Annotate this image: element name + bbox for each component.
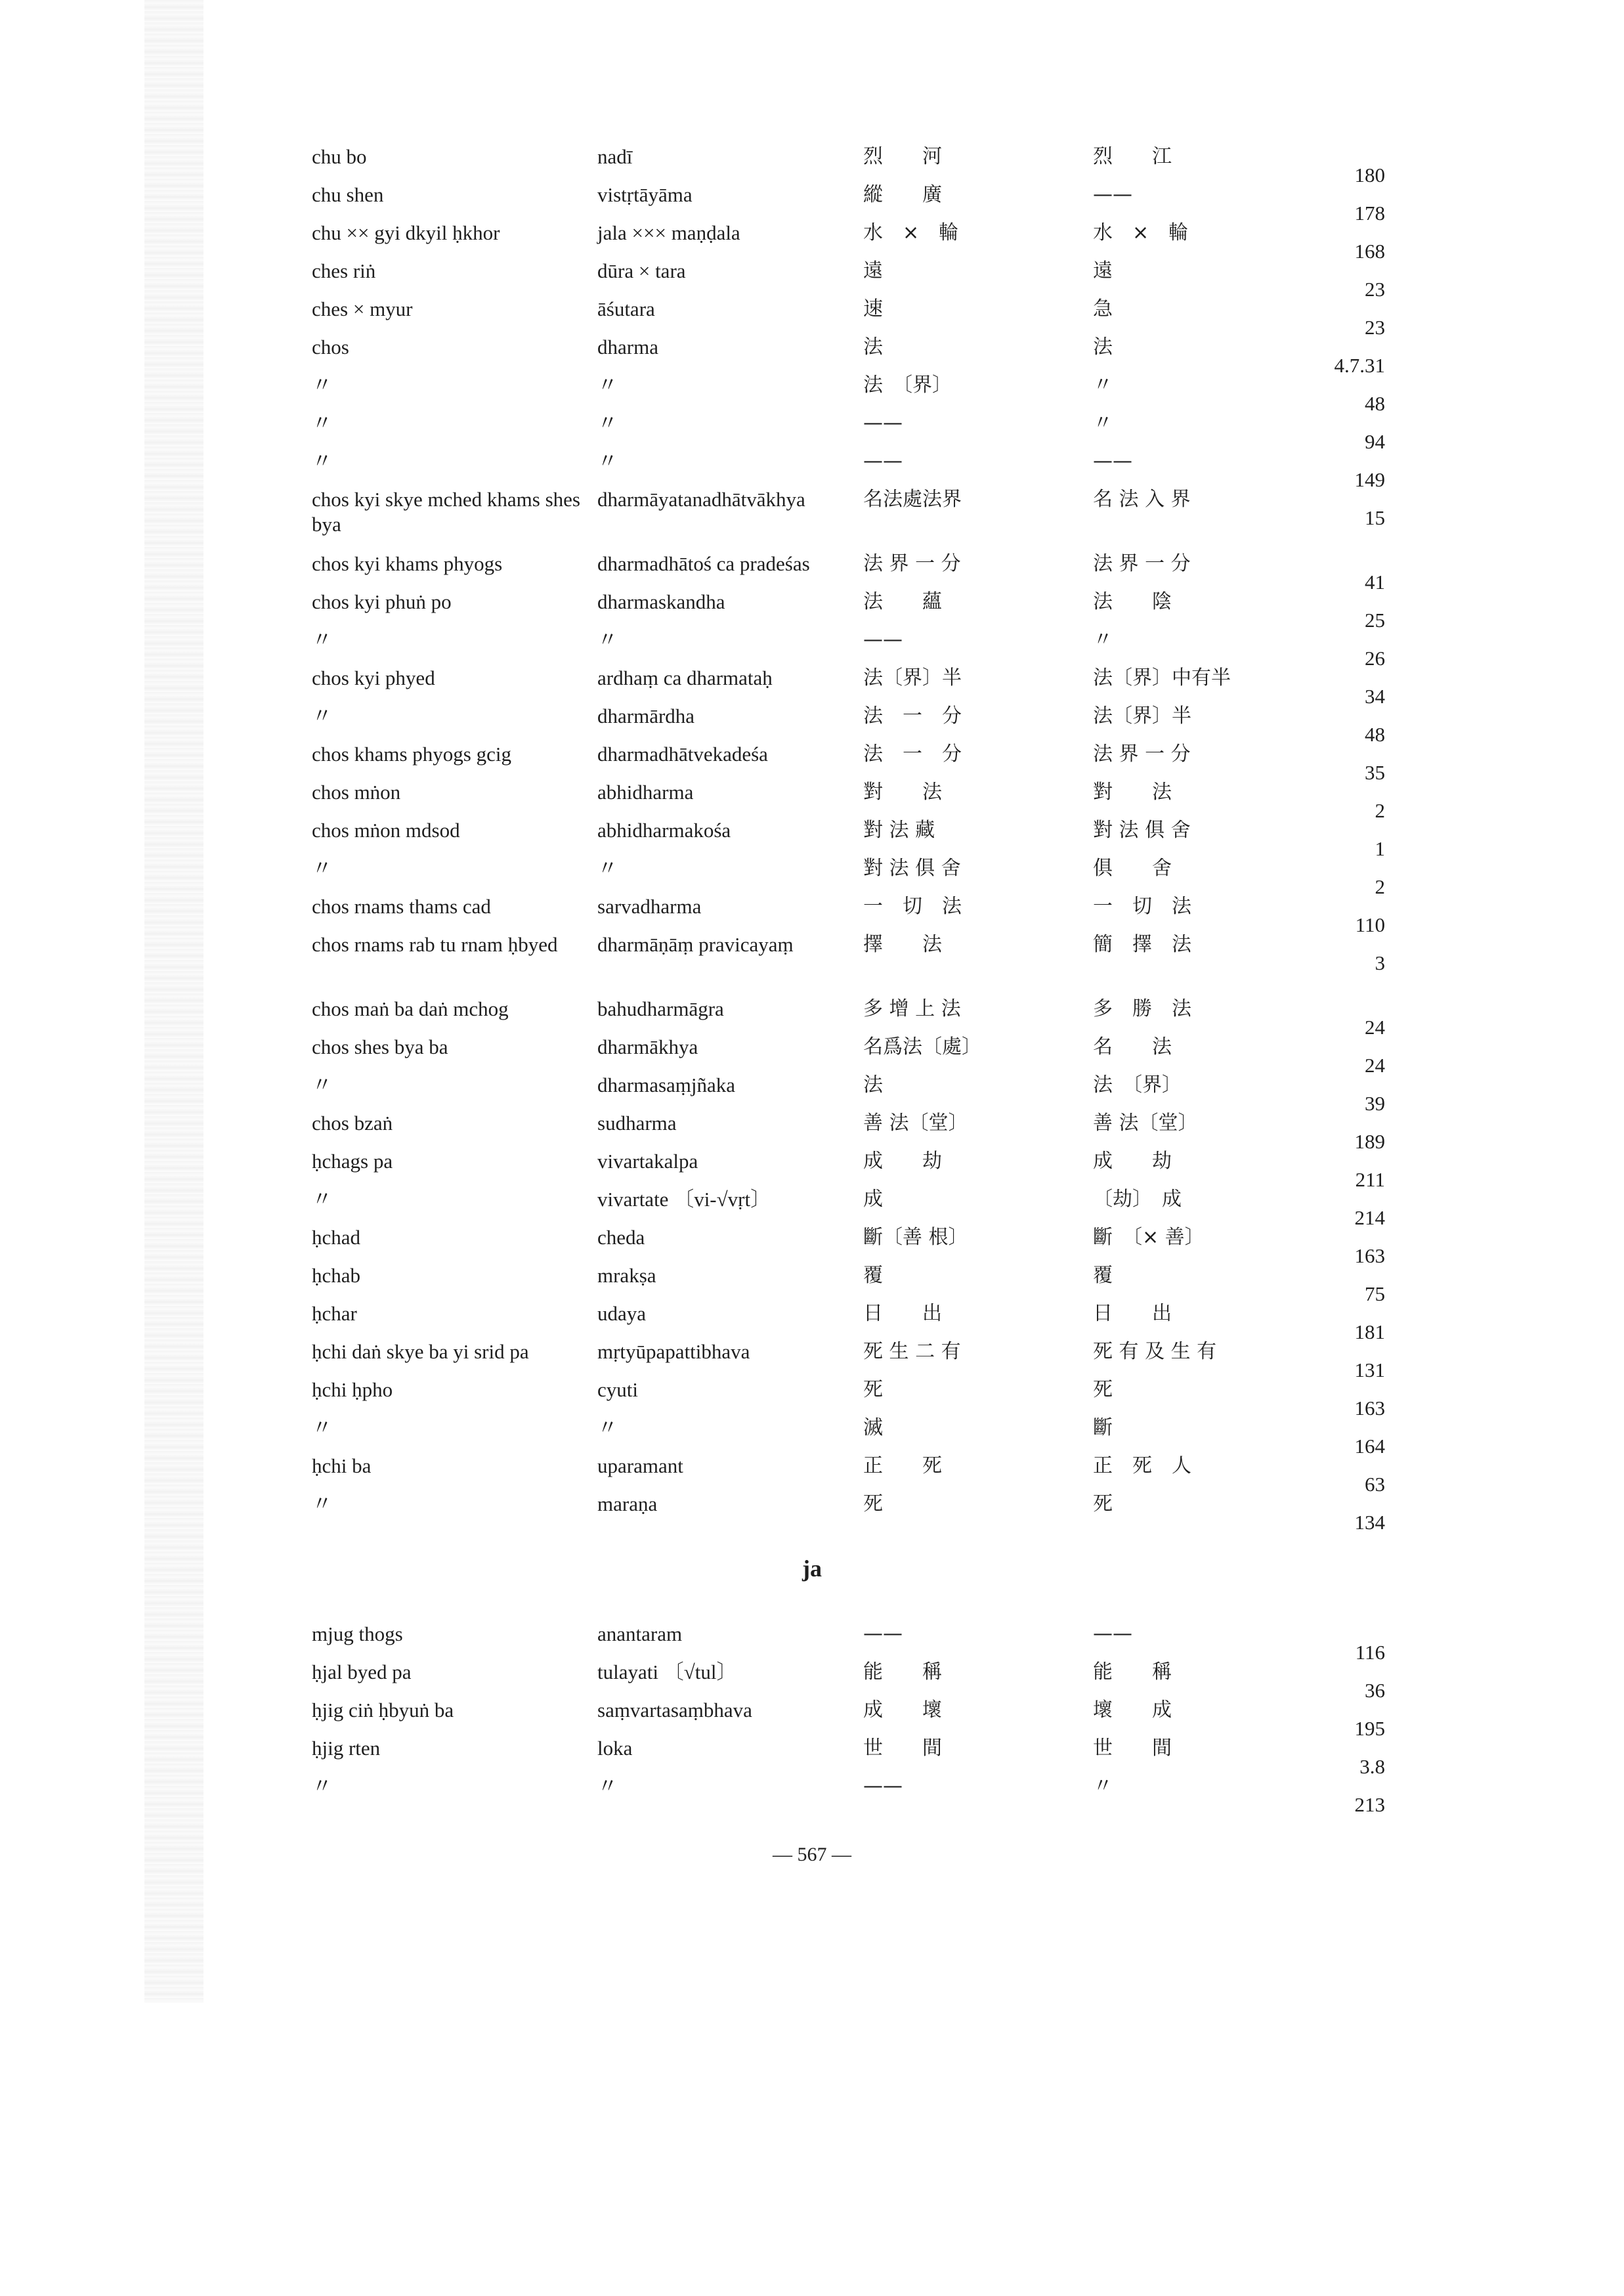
chinese-translation-2: —— xyxy=(1093,183,1132,206)
chinese-translation-1: 成 劫 xyxy=(863,1150,942,1173)
page-reference: 34 xyxy=(1365,685,1385,708)
tibetan-term: chu bo xyxy=(312,145,367,168)
tibetan-term: chos kyi khams phyogs xyxy=(312,552,503,575)
chinese-translation-2: 烈 江 xyxy=(1093,145,1172,168)
chinese-translation-2: 〃 xyxy=(1093,412,1113,435)
sanskrit-term: saṃvartasaṃbhava xyxy=(597,1699,752,1722)
page-reference: 94 xyxy=(1365,430,1385,453)
dictionary-entry xyxy=(0,586,1624,632)
chinese-translation-2: 斷 xyxy=(1093,1416,1113,1439)
tibetan-term: 〃 xyxy=(312,1188,332,1211)
chinese-translation-1: 法 〔界〕 xyxy=(863,374,952,397)
tibetan-term: ḥchab xyxy=(312,1264,361,1287)
tibetan-term: 〃 xyxy=(312,1416,332,1439)
page-reference: 15 xyxy=(1365,506,1385,529)
tibetan-term: 〃 xyxy=(312,412,332,435)
dictionary-entry xyxy=(0,217,1624,263)
page-reference: 48 xyxy=(1365,723,1385,746)
page-reference: 1 xyxy=(1375,837,1385,860)
tibetan-term: ḥchad xyxy=(312,1226,361,1249)
dictionary-entry xyxy=(0,1694,1624,1740)
dictionary-entry xyxy=(0,1732,1624,1778)
page-reference: 163 xyxy=(1354,1244,1385,1267)
page-reference: 214 xyxy=(1354,1206,1385,1229)
chinese-translation-1: 法 xyxy=(863,1073,883,1096)
page-reference: 36 xyxy=(1365,1679,1385,1702)
dictionary-entry xyxy=(0,483,1624,548)
tibetan-term: chos bzaṅ xyxy=(312,1112,393,1135)
chinese-translation-2: 法 界 一 分 xyxy=(1093,743,1191,766)
tibetan-term: ḥchi ba xyxy=(312,1454,372,1477)
dictionary-entry xyxy=(0,1618,1624,1664)
chinese-translation-2: 斷 〔× 善〕 xyxy=(1093,1226,1205,1249)
tibetan-term: chos rnams rab tu rnam ḥbyed xyxy=(312,933,558,956)
chinese-translation-1: —— xyxy=(863,450,903,473)
chinese-translation-1: 擇 法 xyxy=(863,933,942,956)
tibetan-term: chos mṅon mdsod xyxy=(312,819,460,842)
dictionary-entry xyxy=(0,890,1624,936)
chinese-translation-1: —— xyxy=(863,412,903,435)
chinese-translation-1: 烈 河 xyxy=(863,145,942,168)
chinese-translation-2: 多 勝 法 xyxy=(1093,997,1191,1020)
page-reference: 3 xyxy=(1375,951,1385,974)
sanskrit-term: maraṇa xyxy=(597,1492,658,1515)
page-reference: 180 xyxy=(1354,163,1385,186)
tibetan-term: 〃 xyxy=(312,1073,332,1096)
sanskrit-term: dharmadhātoś ca pradeśas xyxy=(597,552,810,575)
page-reference: 110 xyxy=(1355,913,1385,936)
chinese-translation-1: 一 切 法 xyxy=(863,895,962,918)
sanskrit-term: dharmadhātvekadeśa xyxy=(597,743,768,766)
dictionary-entry xyxy=(0,1450,1624,1496)
dictionary-entry xyxy=(0,1221,1624,1267)
tibetan-term: 〃 xyxy=(312,1492,332,1515)
chinese-translation-1: 遠 xyxy=(863,259,883,282)
chinese-translation-1: 速 xyxy=(863,297,883,320)
chinese-translation-1: 法〔界〕半 xyxy=(863,666,962,689)
chinese-translation-1: 法 一 分 xyxy=(863,704,962,727)
sanskrit-term: dharmasaṃjñaka xyxy=(597,1073,736,1096)
chinese-translation-2: 日 出 xyxy=(1093,1302,1172,1325)
tibetan-term: chu shen xyxy=(312,183,384,206)
sanskrit-term: vivartakalpa xyxy=(597,1150,698,1173)
chinese-translation-1: 名爲法〔處〕 xyxy=(863,1035,981,1058)
dictionary-entry xyxy=(0,852,1624,898)
chinese-translation-2: 善 法〔堂〕 xyxy=(1093,1112,1198,1135)
sanskrit-term: sarvadharma xyxy=(597,895,702,918)
sanskrit-term: 〃 xyxy=(597,857,618,880)
dictionary-entry xyxy=(0,662,1624,708)
chinese-translation-1: 法 一 分 xyxy=(863,743,962,766)
dictionary-entry xyxy=(0,1031,1624,1077)
chinese-translation-2: 俱 舍 xyxy=(1093,857,1172,880)
chinese-translation-2: 死 有 及 生 有 xyxy=(1093,1340,1217,1363)
sanskrit-term: mṛtyūpapattibhava xyxy=(597,1340,750,1363)
chinese-translation-1: 對 法 俱 舍 xyxy=(863,857,961,880)
chinese-translation-1: 對 法 藏 xyxy=(863,819,935,842)
tibetan-term: chos rnams thams cad xyxy=(312,895,491,918)
entries-ja xyxy=(0,1618,1624,1816)
chinese-translation-1: 正 死 xyxy=(863,1454,942,1477)
dictionary-entry xyxy=(0,407,1624,453)
sanskrit-term: 〃 xyxy=(597,628,618,651)
dictionary-entry xyxy=(0,1412,1624,1458)
page-reference: 4.7.31 xyxy=(1334,354,1385,377)
sanskrit-term: 〃 xyxy=(597,450,618,473)
page-reference: 168 xyxy=(1354,240,1385,263)
chinese-translation-2: 〔劫〕 成 xyxy=(1093,1188,1182,1211)
dictionary-entry xyxy=(0,1069,1624,1115)
dictionary-entry xyxy=(0,928,1624,993)
chinese-translation-2: 世 間 xyxy=(1093,1737,1172,1760)
tibetan-term: ches riṅ xyxy=(312,259,376,282)
chinese-translation-2: 〃 xyxy=(1093,1775,1113,1798)
dictionary-entry xyxy=(0,445,1624,491)
sanskrit-term: udaya xyxy=(597,1302,647,1325)
dictionary-entry xyxy=(0,1374,1624,1419)
dictionary-entry xyxy=(0,1656,1624,1702)
page-reference: 63 xyxy=(1365,1473,1385,1496)
sanskrit-term: dharma xyxy=(597,336,658,358)
tibetan-term: chos kyi phuṅ po xyxy=(312,590,452,613)
tibetan-term: chos kyi phyed xyxy=(312,666,435,689)
sanskrit-term: vivartate 〔vi-√vṛt〕 xyxy=(597,1188,771,1211)
tibetan-term: chos kyi skye mched khams shes bya xyxy=(312,488,580,536)
chinese-translation-2: 急 xyxy=(1093,297,1113,320)
sanskrit-term: mrakṣa xyxy=(597,1264,656,1287)
section-heading-text: ja xyxy=(802,1555,822,1582)
tibetan-term: chos xyxy=(312,336,349,358)
entry-list xyxy=(0,141,1624,1816)
chinese-translation-1: 死 xyxy=(863,1378,883,1401)
tibetan-term: ḥchags pa xyxy=(312,1150,393,1173)
dictionary-entry xyxy=(0,1770,1624,1816)
page-reference: 24 xyxy=(1365,1016,1385,1039)
page-reference: 24 xyxy=(1365,1054,1385,1077)
dictionary-entry xyxy=(0,624,1624,670)
page-reference: 2 xyxy=(1375,799,1385,822)
page-reference: 149 xyxy=(1354,468,1385,491)
dictionary-entry xyxy=(0,1297,1624,1343)
tibetan-term: 〃 xyxy=(312,374,332,397)
dictionary-entry xyxy=(0,141,1624,186)
chinese-translation-1: 多 增 上 法 xyxy=(863,997,961,1020)
dictionary-entry xyxy=(0,1259,1624,1305)
sanskrit-term: abhidharmakośa xyxy=(597,819,731,842)
chinese-translation-1: —— xyxy=(863,1775,903,1798)
page-reference: 164 xyxy=(1354,1435,1385,1458)
chinese-translation-1: 成 xyxy=(863,1188,883,1211)
page-reference: 189 xyxy=(1354,1130,1385,1153)
sanskrit-term: vistṛtāyāma xyxy=(597,183,693,206)
sanskrit-term: uparamant xyxy=(597,1454,683,1477)
sanskrit-term: 〃 xyxy=(597,374,618,397)
chinese-translation-1: 覆 xyxy=(863,1264,883,1287)
sanskrit-term: dharmāyatanadhātvākhya xyxy=(597,488,805,511)
chinese-translation-1: —— xyxy=(863,1622,903,1645)
chinese-translation-2: —— xyxy=(1093,1622,1132,1645)
page-reference: 35 xyxy=(1365,761,1385,784)
tibetan-term: ḥchi ḥpho xyxy=(312,1378,393,1401)
tibetan-term: 〃 xyxy=(312,1775,332,1798)
dictionary-entry xyxy=(0,293,1624,339)
dictionary-entry xyxy=(0,255,1624,301)
dictionary-entry xyxy=(0,548,1624,594)
chinese-translation-2: 正 死 人 xyxy=(1093,1454,1191,1477)
sanskrit-term: 〃 xyxy=(597,1775,618,1798)
tibetan-term: chos shes bya ba xyxy=(312,1035,448,1058)
tibetan-term: chos maṅ ba daṅ mchog xyxy=(312,997,509,1020)
chinese-translation-1: 日 出 xyxy=(863,1302,942,1325)
sanskrit-term: sudharma xyxy=(597,1112,677,1135)
sanskrit-term: āśutara xyxy=(597,297,655,320)
chinese-translation-2: 法 陰 xyxy=(1093,590,1172,613)
chinese-translation-2: 成 劫 xyxy=(1093,1150,1172,1173)
chinese-translation-1: 法 界 一 分 xyxy=(863,552,961,575)
chinese-translation-2: 死 xyxy=(1093,1378,1113,1401)
dictionary-entry xyxy=(0,738,1624,784)
chinese-translation-2: 名 法 入 界 xyxy=(1093,488,1191,511)
chinese-translation-2: 法〔界〕中有半 xyxy=(1093,666,1231,689)
chinese-translation-2: 簡 擇 法 xyxy=(1093,933,1191,956)
chinese-translation-2: 〃 xyxy=(1093,374,1113,397)
sanskrit-term: anantaram xyxy=(597,1622,683,1645)
page-reference: 134 xyxy=(1354,1511,1385,1534)
chinese-translation-2: 壞 成 xyxy=(1093,1699,1172,1722)
chinese-translation-1: 對 法 xyxy=(863,781,942,804)
dictionary-entry xyxy=(0,1183,1624,1229)
dictionary-entry xyxy=(0,1107,1624,1153)
tibetan-term: 〃 xyxy=(312,628,332,651)
chinese-translation-2: 能 稱 xyxy=(1093,1660,1172,1683)
chinese-translation-1: 死 xyxy=(863,1492,883,1515)
chinese-translation-2: 法 界 一 分 xyxy=(1093,552,1191,575)
sanskrit-term: 〃 xyxy=(597,1416,618,1439)
chinese-translation-1: 縱 廣 xyxy=(863,183,942,206)
page-reference: 41 xyxy=(1365,571,1385,594)
chinese-translation-2: 法 xyxy=(1093,336,1113,358)
tibetan-term: chos khams phyogs gcig xyxy=(312,743,511,766)
page-reference: 213 xyxy=(1354,1793,1385,1816)
chinese-translation-1: 法 xyxy=(863,336,883,358)
dictionary-entry xyxy=(0,331,1624,377)
page-reference: 75 xyxy=(1365,1282,1385,1305)
chinese-translation-2: 死 xyxy=(1093,1492,1113,1515)
page-reference: 178 xyxy=(1354,202,1385,225)
sanskrit-term: dharmārdha xyxy=(597,704,695,727)
dictionary-entry xyxy=(0,1145,1624,1191)
entries-main xyxy=(0,141,1624,1534)
page-reference: 25 xyxy=(1365,609,1385,632)
page-reference: 2 xyxy=(1375,875,1385,898)
page-reference: 39 xyxy=(1365,1092,1385,1115)
chinese-translation-2: 法〔界〕半 xyxy=(1093,704,1191,727)
page-reference: 23 xyxy=(1365,316,1385,339)
page-reference: 48 xyxy=(1365,392,1385,415)
page-reference: 195 xyxy=(1354,1717,1385,1740)
dictionary-entry xyxy=(0,369,1624,415)
sanskrit-term: tulayati 〔√tul〕 xyxy=(597,1660,737,1683)
sanskrit-term: loka xyxy=(597,1737,633,1760)
sanskrit-term: 〃 xyxy=(597,412,618,435)
sanskrit-term: dharmāṇāṃ pravicayaṃ xyxy=(597,933,794,956)
page-reference: 26 xyxy=(1365,647,1385,670)
chinese-translation-2: 〃 xyxy=(1093,628,1113,651)
sanskrit-term: nadī xyxy=(597,145,633,168)
sanskrit-term: jala ××× maṇḍala xyxy=(597,221,740,244)
chinese-translation-2: —— xyxy=(1093,450,1132,473)
sanskrit-term: dūra × tara xyxy=(597,259,686,282)
chinese-translation-2: 水 × 輪 xyxy=(1093,221,1189,244)
tibetan-term: chu ×× gyi dkyil ḥkhor xyxy=(312,221,500,244)
sanskrit-term: dharmaskandha xyxy=(597,590,725,613)
dictionary-entry xyxy=(0,700,1624,746)
tibetan-term: 〃 xyxy=(312,450,332,473)
page-reference: 116 xyxy=(1355,1641,1385,1664)
chinese-translation-2: 對 法 xyxy=(1093,781,1172,804)
tibetan-term: ḥchi daṅ skye ba yi srid pa xyxy=(312,1340,529,1363)
chinese-translation-1: —— xyxy=(863,628,903,651)
chinese-translation-1: 水 × 輪 xyxy=(863,221,959,244)
page-reference: 163 xyxy=(1354,1397,1385,1419)
page-reference: 131 xyxy=(1354,1358,1385,1381)
tibetan-term: ḥjig ciṅ ḥbyuṅ ba xyxy=(312,1699,454,1722)
chinese-translation-1: 善 法〔堂〕 xyxy=(863,1112,968,1135)
sanskrit-term: cheda xyxy=(597,1226,645,1249)
chinese-translation-1: 世 間 xyxy=(863,1737,942,1760)
chinese-translation-1: 死 生 二 有 xyxy=(863,1340,961,1363)
tibetan-term: ḥchar xyxy=(312,1302,357,1325)
page-reference: 211 xyxy=(1355,1168,1385,1191)
chinese-translation-1: 滅 xyxy=(863,1416,883,1439)
chinese-translation-2: 法 〔界〕 xyxy=(1093,1073,1182,1096)
tibetan-term: ḥjal byed pa xyxy=(312,1660,412,1683)
tibetan-term: chos mṅon xyxy=(312,781,401,804)
chinese-translation-2: 名 法 xyxy=(1093,1035,1172,1058)
sanskrit-term: dharmākhya xyxy=(597,1035,698,1058)
chinese-translation-2: 對 法 俱 舍 xyxy=(1093,819,1191,842)
chinese-translation-1: 斷〔善 根〕 xyxy=(863,1226,968,1249)
tibetan-term: ches × myur xyxy=(312,297,413,320)
dictionary-entry xyxy=(0,993,1624,1039)
tibetan-term: 〃 xyxy=(312,704,332,727)
page-reference: 3.8 xyxy=(1359,1755,1385,1778)
page-number: — 567 — xyxy=(773,1844,851,1865)
chinese-translation-2: 覆 xyxy=(1093,1264,1113,1287)
chinese-translation-2: 遠 xyxy=(1093,259,1113,282)
page-reference: 181 xyxy=(1354,1320,1385,1343)
dictionary-entry xyxy=(0,814,1624,860)
dictionary-entry xyxy=(0,179,1624,225)
page-reference: 23 xyxy=(1365,278,1385,301)
dictionary-entry xyxy=(0,776,1624,822)
tibetan-term: mjug thogs xyxy=(312,1622,403,1645)
dictionary-entry xyxy=(0,1335,1624,1381)
chinese-translation-1: 名法處法界 xyxy=(863,488,962,511)
tibetan-term: ḥjig rten xyxy=(312,1737,381,1760)
sanskrit-term: abhidharma xyxy=(597,781,694,804)
sanskrit-term: ardhaṃ ca dharmataḥ xyxy=(597,666,773,689)
chinese-translation-1: 法 蘊 xyxy=(863,590,942,613)
chinese-translation-2: 一 切 法 xyxy=(1093,895,1191,918)
section-heading xyxy=(0,1526,1624,1618)
chinese-translation-1: 成 壞 xyxy=(863,1699,942,1722)
tibetan-term: 〃 xyxy=(312,857,332,880)
sanskrit-term: bahudharmāgra xyxy=(597,997,724,1020)
dictionary-entry xyxy=(0,1488,1624,1534)
sanskrit-term: cyuti xyxy=(597,1378,638,1401)
chinese-translation-1: 能 稱 xyxy=(863,1660,942,1683)
